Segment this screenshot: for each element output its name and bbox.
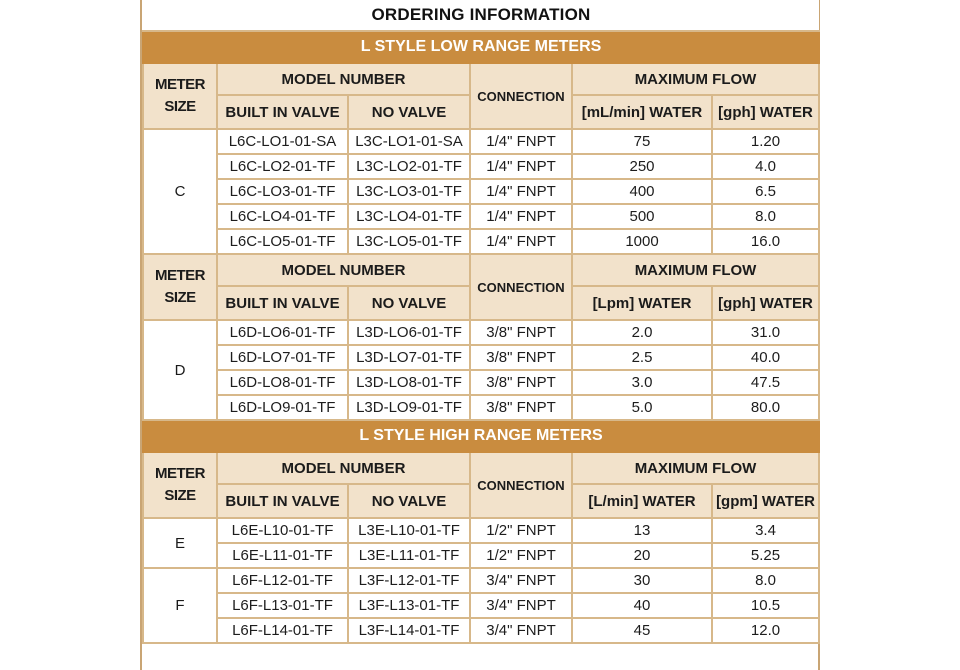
meter-size-header — [143, 63, 217, 129]
table-row — [143, 229, 819, 254]
built-in-valve-cell: L6E-L11-01-TF — [217, 543, 348, 568]
connection-header: CONNECTION — [470, 254, 572, 320]
no-valve-cell: L3E-L11-01-TF — [348, 543, 470, 568]
no-valve-cell: L3D-LO6-01-TF — [348, 320, 470, 345]
flow-2-cell: 8.0 — [712, 568, 819, 593]
connection-cell: 1/4" FNPT — [470, 204, 572, 229]
built-in-valve-cell: L6E-L10-01-TF — [217, 518, 348, 543]
meter-size-header — [143, 452, 217, 518]
connection-cell: 1/4" FNPT — [470, 129, 572, 154]
table-row — [143, 320, 819, 345]
flow-2-cell: 8.0 — [712, 204, 819, 229]
table-row — [143, 593, 819, 618]
connection-cell: 3/8" FNPT — [470, 370, 572, 395]
built-in-valve-cell: L6F-L13-01-TF — [217, 593, 348, 618]
meter-size-header-line1: METER — [155, 76, 205, 93]
connection-cell: 3/8" FNPT — [470, 320, 572, 345]
built-in-valve-cell: L6D-LO8-01-TF — [217, 370, 348, 395]
no-valve-header: NO VALVE — [348, 484, 470, 518]
flow-1-cell: 2.0 — [572, 320, 712, 345]
no-valve-cell: L3F-L14-01-TF — [348, 618, 470, 643]
table-row — [143, 204, 819, 229]
maximum-flow-header: MAXIMUM FLOW — [572, 452, 819, 484]
flow-1-cell: 40 — [572, 593, 712, 618]
connection-cell: 3/4" FNPT — [470, 593, 572, 618]
meter-size-header-line2: SIZE — [164, 487, 196, 504]
flow-1-cell: 500 — [572, 204, 712, 229]
no-valve-cell: L3D-LO7-01-TF — [348, 345, 470, 370]
built-in-valve-cell: L6C-LO5-01-TF — [217, 229, 348, 254]
section-band-high-range: L STYLE HIGH RANGE METERS — [143, 420, 819, 452]
built-in-valve-header: BUILT IN VALVE — [217, 95, 348, 129]
no-valve-cell: L3C-LO5-01-TF — [348, 229, 470, 254]
table-row — [143, 543, 819, 568]
built-in-valve-cell: L6F-L12-01-TF — [217, 568, 348, 593]
meter-size-cell: F — [143, 568, 217, 643]
connection-cell: 3/4" FNPT — [470, 568, 572, 593]
table-row — [143, 370, 819, 395]
flow-1-cell: 30 — [572, 568, 712, 593]
flow-2-cell: 31.0 — [712, 320, 819, 345]
flow-2-cell: 16.0 — [712, 229, 819, 254]
built-in-valve-cell: L6D-LO7-01-TF — [217, 345, 348, 370]
connection-cell: 1/2" FNPT — [470, 518, 572, 543]
flow-1-cell: 5.0 — [572, 395, 712, 420]
section-band-low-range: L STYLE LOW RANGE METERS — [143, 31, 819, 63]
table-title: ORDERING INFORMATION — [143, 0, 819, 31]
no-valve-header: NO VALVE — [348, 286, 470, 320]
flow-2-cell: 40.0 — [712, 345, 819, 370]
flow-unit-1-header: [Lpm] WATER — [572, 286, 712, 320]
meter-size-header-line1: METER — [155, 465, 205, 482]
no-valve-cell: L3C-LO1-01-SA — [348, 129, 470, 154]
flow-2-cell: 10.5 — [712, 593, 819, 618]
ordering-table — [142, 0, 820, 644]
built-in-valve-cell: L6C-LO3-01-TF — [217, 179, 348, 204]
built-in-valve-cell: L6F-L14-01-TF — [217, 618, 348, 643]
no-valve-cell: L3F-L13-01-TF — [348, 593, 470, 618]
model-number-header: MODEL NUMBER — [217, 254, 470, 286]
flow-unit-1-header: [L/min] WATER — [572, 484, 712, 518]
connection-cell: 1/4" FNPT — [470, 229, 572, 254]
flow-2-cell: 3.4 — [712, 518, 819, 543]
table-row — [143, 179, 819, 204]
flow-1-cell: 1000 — [572, 229, 712, 254]
no-valve-cell: L3D-LO8-01-TF — [348, 370, 470, 395]
connection-header: CONNECTION — [470, 63, 572, 129]
maximum-flow-header: MAXIMUM FLOW — [572, 63, 819, 95]
connection-header: CONNECTION — [470, 452, 572, 518]
model-number-header: MODEL NUMBER — [217, 452, 470, 484]
flow-2-cell: 6.5 — [712, 179, 819, 204]
no-valve-cell: L3C-LO2-01-TF — [348, 154, 470, 179]
flow-unit-2-header: [gph] WATER — [712, 95, 819, 129]
connection-cell: 3/8" FNPT — [470, 395, 572, 420]
built-in-valve-header: BUILT IN VALVE — [217, 286, 348, 320]
meter-size-header — [143, 254, 217, 320]
no-valve-cell: L3D-LO9-01-TF — [348, 395, 470, 420]
table-row — [143, 518, 819, 543]
flow-2-cell: 5.25 — [712, 543, 819, 568]
flow-1-cell: 250 — [572, 154, 712, 179]
flow-2-cell: 47.5 — [712, 370, 819, 395]
no-valve-cell: L3C-LO3-01-TF — [348, 179, 470, 204]
model-number-header: MODEL NUMBER — [217, 63, 470, 95]
table-row — [143, 568, 819, 593]
flow-1-cell: 3.0 — [572, 370, 712, 395]
meter-size-cell: D — [143, 320, 217, 420]
connection-cell: 1/4" FNPT — [470, 154, 572, 179]
built-in-valve-cell: L6C-LO4-01-TF — [217, 204, 348, 229]
table-row — [143, 395, 819, 420]
built-in-valve-cell: L6D-LO9-01-TF — [217, 395, 348, 420]
no-valve-cell: L3C-LO4-01-TF — [348, 204, 470, 229]
flow-2-cell: 80.0 — [712, 395, 819, 420]
no-valve-cell: L3E-L10-01-TF — [348, 518, 470, 543]
table-row — [143, 345, 819, 370]
flow-2-cell: 1.20 — [712, 129, 819, 154]
built-in-valve-header: BUILT IN VALVE — [217, 484, 348, 518]
meter-size-cell: C — [143, 129, 217, 254]
flow-1-cell: 13 — [572, 518, 712, 543]
connection-cell: 3/8" FNPT — [470, 345, 572, 370]
flow-unit-2-header: [gpm] WATER — [712, 484, 819, 518]
connection-cell: 1/2" FNPT — [470, 543, 572, 568]
built-in-valve-cell: L6D-LO6-01-TF — [217, 320, 348, 345]
no-valve-header: NO VALVE — [348, 95, 470, 129]
connection-cell: 3/4" FNPT — [470, 618, 572, 643]
built-in-valve-cell: L6C-LO2-01-TF — [217, 154, 348, 179]
table-row — [143, 618, 819, 643]
table-row — [143, 129, 819, 154]
meter-size-header-line1: METER — [155, 267, 205, 284]
flow-1-cell: 400 — [572, 179, 712, 204]
maximum-flow-header: MAXIMUM FLOW — [572, 254, 819, 286]
flow-2-cell: 4.0 — [712, 154, 819, 179]
flow-unit-1-header: [mL/min] WATER — [572, 95, 712, 129]
no-valve-cell: L3F-L12-01-TF — [348, 568, 470, 593]
flow-unit-2-header: [gph] WATER — [712, 286, 819, 320]
flow-2-cell: 12.0 — [712, 618, 819, 643]
ordering-information-sheet — [140, 0, 820, 670]
meter-size-cell: E — [143, 518, 217, 568]
table-row — [143, 154, 819, 179]
flow-1-cell: 75 — [572, 129, 712, 154]
flow-1-cell: 2.5 — [572, 345, 712, 370]
flow-1-cell: 20 — [572, 543, 712, 568]
flow-1-cell: 45 — [572, 618, 712, 643]
meter-size-header-line2: SIZE — [164, 289, 196, 306]
built-in-valve-cell: L6C-LO1-01-SA — [217, 129, 348, 154]
meter-size-header-line2: SIZE — [164, 98, 196, 115]
connection-cell: 1/4" FNPT — [470, 179, 572, 204]
